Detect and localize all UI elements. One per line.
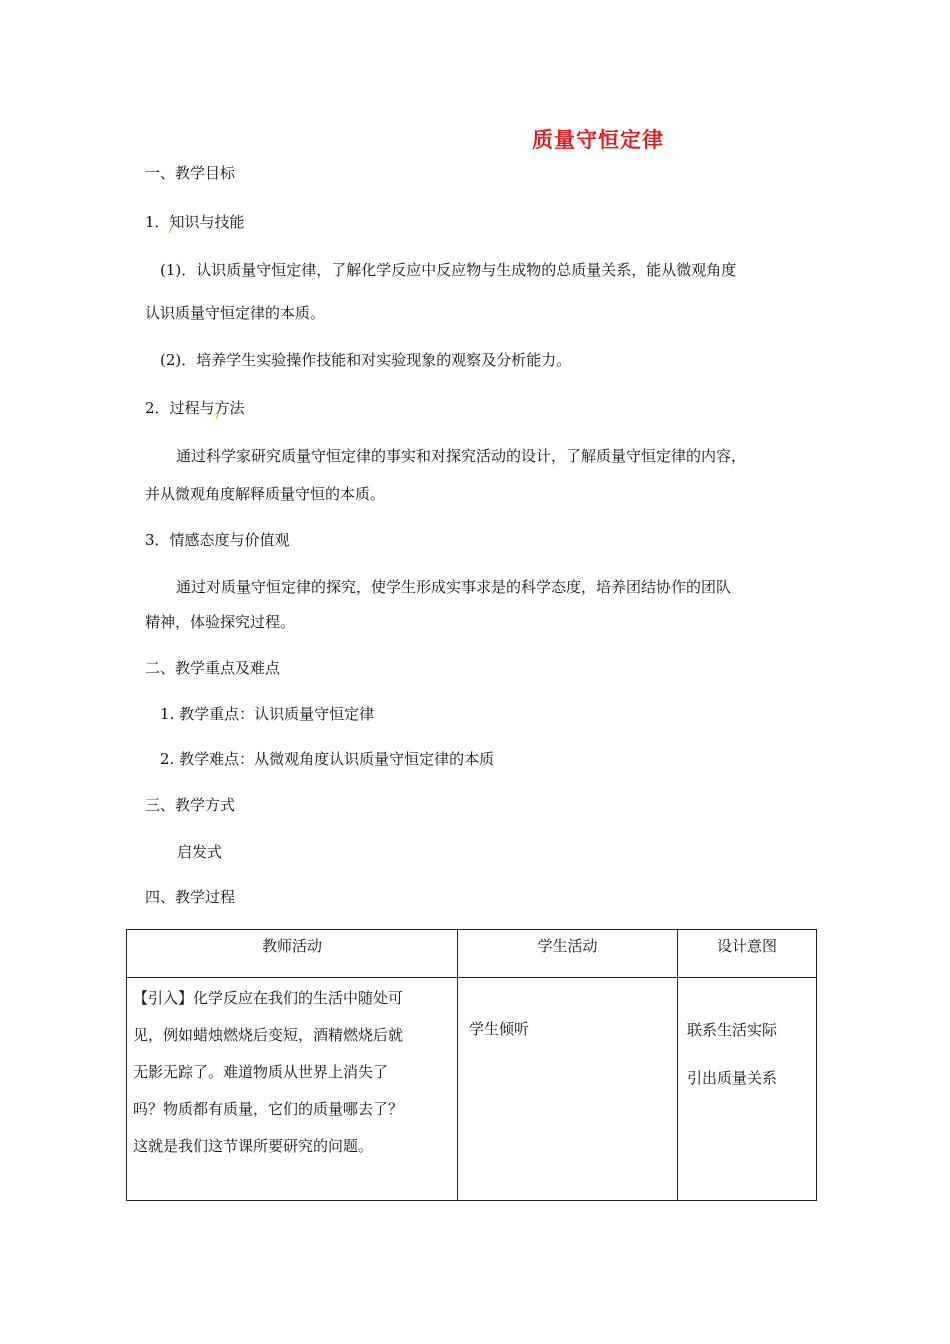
teacher-activity-cell — [127, 978, 458, 1201]
knowledge-item-1-line2: 认识质量守恒定律的本质。 — [145, 304, 326, 322]
attitude-values-line2: 精神，体验探究过程。 — [145, 613, 296, 631]
document-title: 质量守恒定律 — [532, 128, 664, 152]
subheading-knowledge-skills: 1．知识与技能 — [145, 213, 245, 231]
design-intent-line: 引出质量关系 — [687, 1069, 778, 1087]
key-point-item: 1. 教学重点：认识质量守恒定律 — [160, 705, 375, 723]
teaching-process-table — [126, 929, 817, 1201]
teacher-activity-line: 见，例如蜡烛燃烧后变短，酒精燃烧后就 — [133, 1026, 404, 1044]
teacher-activity-line: 无影无踪了。难道物质从世界上消失了 — [133, 1063, 389, 1081]
teaching-method-body: 启发式 — [177, 843, 223, 861]
section-heading-teaching-process: 四、教学过程 — [145, 888, 236, 906]
design-intent-cell — [678, 978, 817, 1201]
process-method-line2: 并从微观角度解释质量守恒的本质。 — [145, 485, 386, 503]
section-heading-teaching-method: 三、教学方式 — [145, 796, 236, 814]
table-header-row — [127, 930, 817, 978]
teacher-activity-line: 【引入】化学反应在我们的生活中随处可 — [133, 989, 404, 1007]
process-method-line1: 通过科学家研究质量守恒定律的事实和对探究活动的设计，了解质量守恒定律的内容， — [176, 447, 747, 465]
subheading-attitude-values: 3．情感态度与价值观 — [145, 531, 290, 549]
student-activity-cell: 学生倾听 — [458, 978, 678, 1201]
teacher-activity-line: 这就是我们这节课所要研究的问题。 — [133, 1137, 374, 1155]
knowledge-item-2: (2)．培养学生实验操作技能和对实验现象的观察及分析能力。 — [160, 351, 572, 369]
header-student-activity: 学生活动 — [458, 930, 678, 978]
difficulty-item: 2. 教学难点：从微观角度认识质量守恒定律的本质 — [160, 750, 495, 768]
section-heading-key-points: 二、教学重点及难点 — [145, 659, 281, 677]
header-teacher-activity: 教师活动 — [127, 930, 458, 978]
header-design-intent: 设计意图 — [678, 930, 817, 978]
section-heading-objectives: 一、教学目标 — [145, 164, 236, 182]
attitude-values-line1: 通过对质量守恒定律的探究，使学生形成实事求是的科学态度，培养团结协作的团队 — [176, 578, 732, 596]
subheading-process-method: 2．过程与方法 — [145, 399, 245, 417]
design-intent-line: 联系生活实际 — [687, 1021, 778, 1039]
knowledge-item-1-line1: (1)．认识质量守恒定律，了解化学反应中反应物与生成物的总质量关系，能从微观角度 — [160, 261, 737, 279]
teacher-activity-line: 吗？物质都有质量，它们的质量哪去了？ — [133, 1100, 404, 1118]
table-row — [127, 978, 817, 1201]
